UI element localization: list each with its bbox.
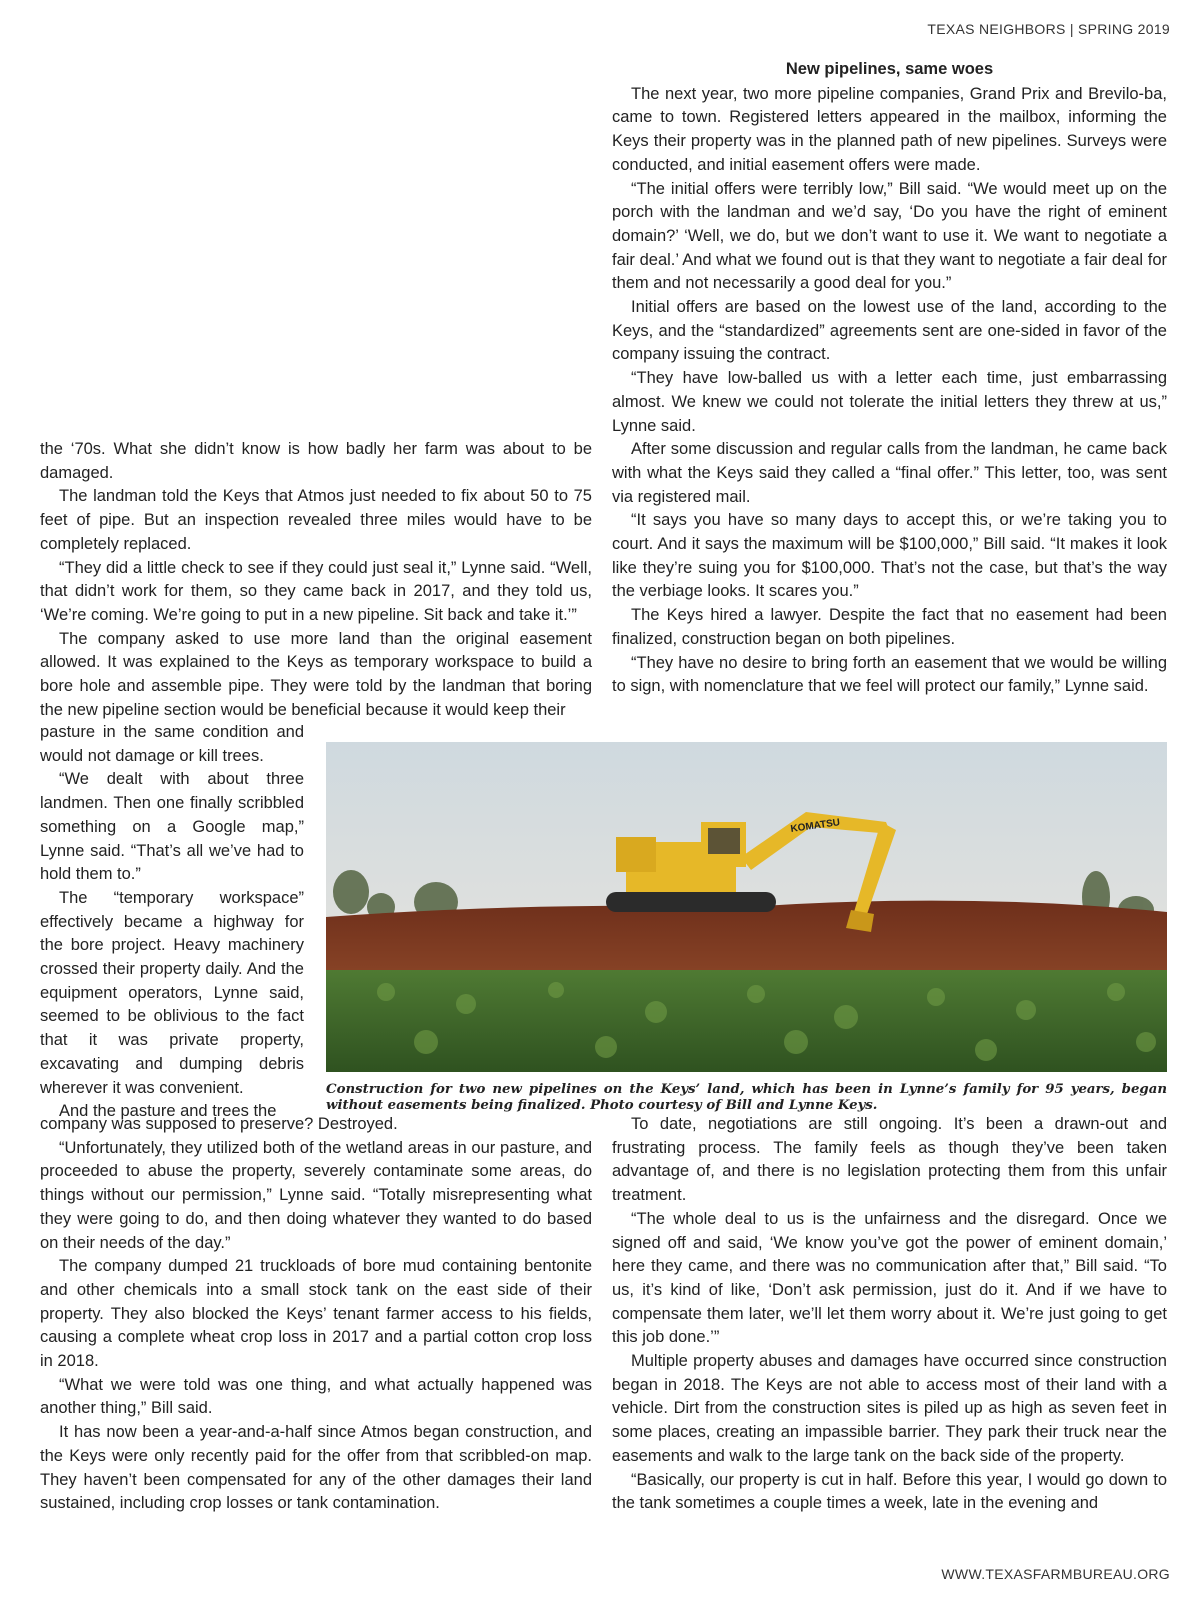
paragraph: “Basically, our property is cut in half. Before this year, I would go down to the tank sometimes a couple times a week, late in the evening and <box>612 1470 1167 1513</box>
paragraph: the ‘70s. What she didn’t know is how badly her farm was about to be damaged. <box>40 440 592 482</box>
right-column-bottom <box>612 1113 1167 1516</box>
paragraph: The next year, two more pipeline companies, Grand Prix and Brevilo-ba, came to town. Registered letters appeared in the mailbox, informing the Keys their property was in the planned path of new pipelines. Surveys were conducted, and initial easement offers were made. <box>612 84 1167 174</box>
paragraph: Initial offers are based on the lowest use of the land, according to the Keys, and the “standardized” agreements sent are one-sided in favor of the company issuing the contract. <box>612 298 1167 364</box>
paragraph: “It says you have so many days to accept this, or we’re taking you to court. And it says the maximum will be $100,000,” Bill said. “It makes it look like they’re suing you for $100,000. That’s not the case, but that’s the way the verbiage looks. It scares you.” <box>612 511 1167 601</box>
paragraph: pasture in the same condition and would not damage or kill trees. <box>40 723 304 765</box>
paragraph: “The whole deal to us is the unfairness and the disregard. Once we signed off and said, ‘We know you’ve got the power of eminent domain,’ here they came, and there was no communication after that,” Bill said. “To us, it’s kind of like, ‘Don’t ask permission, just do it. And if we have to compensate them later, we’ll let them worry about it. We’re just going to get this job done.’” <box>612 1209 1167 1347</box>
photo-brand-text: KOMATSU <box>789 817 841 835</box>
paragraph: “The initial offers were terribly low,” Bill said. “We would meet up on the porch with the landman and we’d say, ‘Do you have the right of eminent domain?’ ‘Well, we do, but we don’t want to use it. We want to negotiate a fair deal.’ And what we found out is that they want to negotiate a fair deal for them and not necessarily a good deal for you.” <box>612 179 1167 293</box>
left-column-top <box>40 438 592 722</box>
footer-url: WWW.TEXASFARMBUREAU.ORG <box>941 1566 1170 1582</box>
left-column-narrow <box>40 721 304 1124</box>
paragraph: “They have no desire to bring forth an easement that we would be willing to sign, with nomenclature that we feel will protect our family,” Lynne said. <box>612 653 1167 696</box>
running-header: TEXAS NEIGHBORS | SPRING 2019 <box>927 21 1170 37</box>
right-column-top <box>612 58 1167 699</box>
paragraph: And the pasture and trees the <box>59 1102 277 1121</box>
paragraph: The landman told the Keys that Atmos just needed to fix about 50 to 75 feet of pipe. But an inspection revealed three miles would have to be completely replaced. <box>40 487 592 553</box>
paragraph: The company asked to use more land than the original easement allowed. It was explained to the Keys as temporary workspace to build a bore hole and assemble pipe. They were told by the landman that boring the new pipeline section would be beneficial because it would keep their <box>40 629 592 719</box>
excavator-photo <box>326 742 1167 1072</box>
photo-caption: Construction for two new pipelines on the Keys’ land, which has been in Lynne’s family for 95 years, began without easements being finalized. Photo courtesy of Bill and Lynne Keys. <box>326 1082 1167 1113</box>
paragraph: The Keys hired a lawyer. Despite the fact that no easement had been finalized, construction began on both pipelines. <box>612 606 1167 648</box>
paragraph: To date, negotiations are still ongoing. It’s been a drawn-out and frustrating process. The family feels as though they’ve been taken advantage of, and there is no legislation protecting them from this unfair treatment. <box>612 1115 1167 1205</box>
paragraph: The “temporary workspace” effectively became a highway for the bore project. Heavy machinery crossed their property daily. And the equipment operators, Lynne said, seemed to be oblivious to the fact that it was private property, excavating and dumping debris wherever it was convenient. <box>40 888 304 1097</box>
paragraph: “We dealt with about three landmen. Then one finally scribbled something on a Google map,” Lynne said. “That’s all we’ve had to hold them to.” <box>40 770 304 884</box>
paragraph: Multiple property abuses and damages have occurred since construction began in 2018. The Keys are not able to access most of their land with a vehicle. Dirt from the construction sites is piled up as high as seven feet in some places, creating an impassible barrier. They park their truck near the easements and walk to the large tank on the back side of the property. <box>612 1352 1167 1465</box>
left-column-bottom <box>40 1113 592 1516</box>
section-subhead: New pipelines, same woes <box>785 60 994 78</box>
paragraph: “Unfortunately, they utilized both of the wetland areas in our pasture, and proceeded to abuse the property, severely contaminate some areas, do things without our permission,” Lynne said. “Totally misrepresenting what they were going to do, and then doing whatever they wanted to do based on their needs of the day.” <box>40 1138 592 1252</box>
paragraph: “They have low-balled us with a letter each time, just embarrassing almost. We knew we could not tolerate the initial letters they threw at us,” Lynne said. <box>612 369 1167 435</box>
paragraph: After some discussion and regular calls from the landman, he came back with what the Keys said they called a “final offer.” This letter, too, was sent via registered mail. <box>612 440 1167 506</box>
paragraph: “They did a little check to see if they could just seal it,” Lynne said. “Well, that didn’t work for them, so they came back in 2017, and they told us, ‘We’re coming. We’re going to put in a new pipeline. Sit back and take it.’” <box>40 558 592 624</box>
photo-illustration <box>326 742 1167 1072</box>
paragraph: The company dumped 21 truckloads of bore mud containing bentonite and other chemicals into a small stock tank on the east side of their property. They also blocked the Keys’ tenant farmer access to his fields, causing a complete wheat crop loss in 2017 and a partial cotton crop loss in 2018. <box>40 1257 592 1371</box>
paragraph: “What we were told was one thing, and what actually happened was another thing,” Bill said. <box>40 1375 592 1418</box>
paragraph: company was supposed to preserve? Destroyed. <box>40 1115 398 1133</box>
paragraph: It has now been a year-and-a-half since Atmos began construction, and the Keys were only recently paid for the offer from that scribbled-on map. They haven’t been compensated for any of the other damages their land sustained, including crop losses or tank contamination. <box>40 1423 592 1513</box>
